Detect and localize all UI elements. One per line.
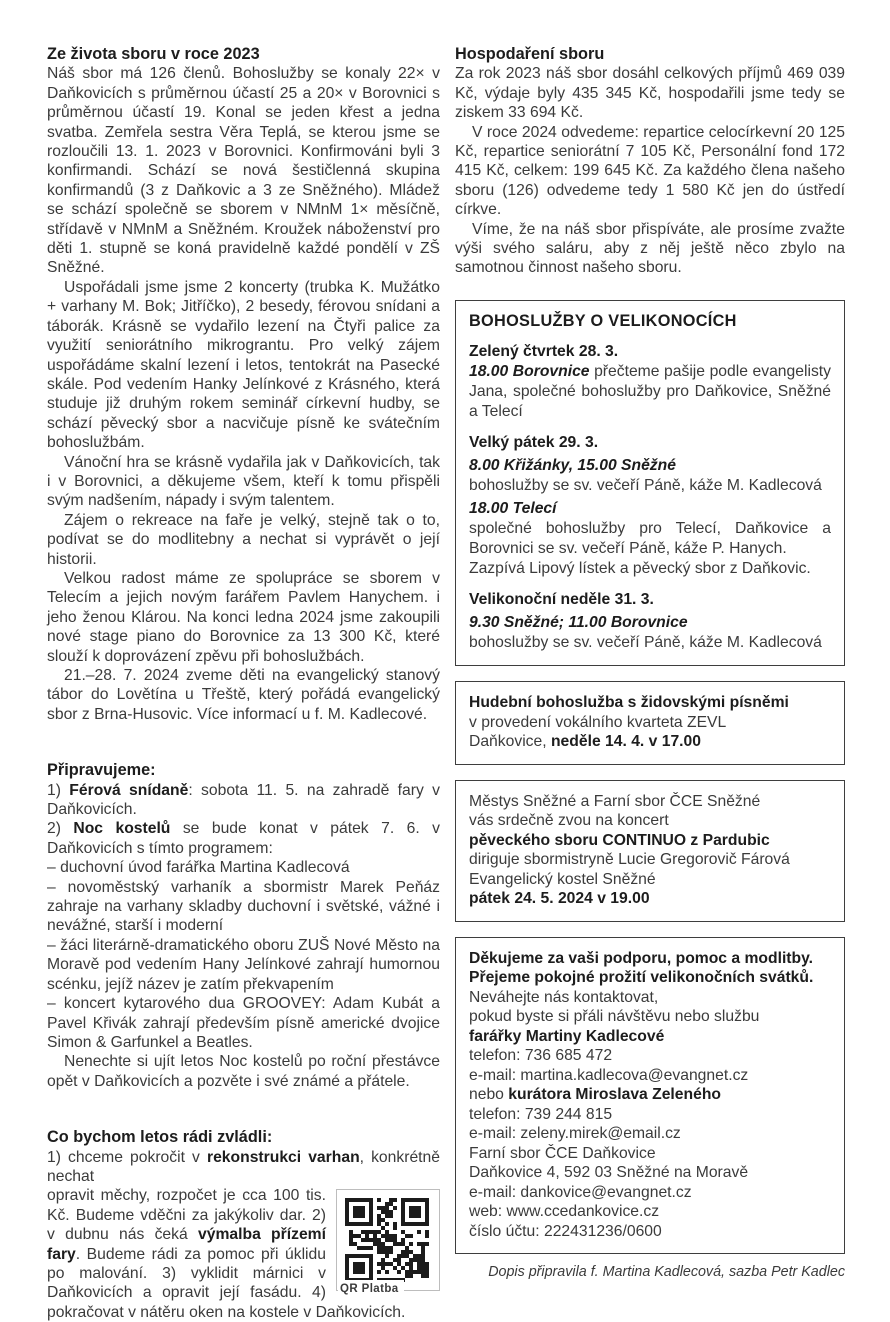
easter-time-line: 9.30 Sněžné; 11.00 Borovnice <box>469 614 688 632</box>
qr-label: QR Platba <box>338 1280 404 1299</box>
easter-time-line: 8.00 Křižánky, 15.00 Sněžné <box>469 457 676 475</box>
right-column <box>455 45 845 1322</box>
concert-line: Evangelický kostel Sněžné <box>469 870 656 888</box>
easter-entry: společné bohoslužby pro Telecí, Daňkovice a Borovnici se sv. večeří Páně, káže P. Hanych. <box>469 520 831 558</box>
upcoming-item: 2) Noc kostelů se bude konat v pátek 7. 6. v Daňkovicích s tímto programem: <box>47 820 440 857</box>
easter-entry: Zazpívá Lipový lístek a pěvecký sbor z Daňkovic. <box>469 560 811 578</box>
contact-line: Neváhejte nás kontaktovat, <box>469 988 659 1006</box>
contact-thanks: Děkujeme za vaši podporu, pomoc a modlitby. <box>469 949 814 967</box>
goals-rest: opravit měchy, rozpočet je cca 100 tis. Kč. Budeme vděčni za jakýkoliv dar. 2) v dubnu nás čeká výmalba přízemí fary. Budeme rádi za pomoc při úklidu po malování. 3) vyklidit márnici v Daňkovicích a opravit její fasádu. 4) pokračovat v nátěru oken na kostele v Daňkovicích. <box>47 1187 406 1321</box>
contact-phone: telefon: 739 244 815 <box>469 1105 613 1123</box>
contact-email: e-mail: zeleny.mirek@email.cz <box>469 1125 681 1143</box>
upcoming-closing: Nenechte si ujít letos Noc kostelů po roční přestávce opět v Daňkovicích a pozvěte i své známé a přátele. <box>47 1053 440 1090</box>
life-paragraph: Zájem o rekreace na faře je velký, stejně tak o to, podívat se do modlitebny a nechat si vyprávět o její historii. <box>47 511 440 568</box>
program-item: – koncert kytarového dua GROOVEY: Adam Kubát a Pavel Křivák zahrají především písně americké dvojice Simon & Garfunkel a Beatles. <box>47 995 440 1051</box>
music-box-title: Hudební bohoslužba s židovskými písněmi <box>469 694 789 712</box>
finance-paragraph: Za rok 2023 náš sbor dosáhl celkových příjmů 469 039 Kč, výdaje byly 435 345 Kč, hospodařili jsme tedy se ziskem 33 694 Kč. <box>455 65 845 122</box>
contact-email: e-mail: dankovice@evangnet.cz <box>469 1183 692 1201</box>
music-service-box <box>455 681 845 765</box>
life-paragraph: Uspořádali jsme jsme 2 koncerty (trubka K. Mužátko + varhany M. Bok; Jitříčko), 2 besedy, férovou snídani a táborák. Krásně se vydařilo lezení na Čtyři palice za využití seniorátního mikrograntu. Pro velký zájem uspořádáme skalní lezení i letos, tentokrát na Pasecké skále. Pod vedením Hanky Jelínkové z Krásného, která studuje již druhým rokem seminář církevní hudby, se schází pěvecký sbor a nacvičuje písně ke svátečním bohoslužbám. <box>47 278 440 452</box>
qr-payment-block <box>336 1189 440 1295</box>
easter-day-heading: Zelený čtvrtek 28. 3. <box>469 343 619 361</box>
life-section-heading: Ze života sboru v roce 2023 <box>47 45 260 63</box>
concert-choir-name: pěveckého sboru CONTINUO z Pardubic <box>469 831 770 849</box>
two-column-layout <box>47 45 845 1322</box>
life-paragraph: Náš sbor má 126 členů. Bohoslužby se konaly 22× v Daňkovicích s průměrnou účastí 25 a 20× v Borovnici s průměrnou účastí 19. Konal se jeden křest a jedna svatba. Zemřela sestra Věra Teplá, se kterou jsme se rozloučili 13. 1. 2023 v Borovnici. Konfirmováni byli 3 konfirmandi. Schází se nová šestičlenná skupina konfirmandů (3 z Daňkovic a 3 ze Sněžného). Mládež se schází společně se sborem v NMnM 1× měsíčně, střídavě v NMnM a Sněžném. Kroužek náboženství pro děti 1. stupně se koná pravidelně každé pondělí v ZŠ Sněžné. <box>47 65 440 277</box>
program-item: – novoměstský varhaník a sbormistr Marek Peňáz zahraje na varhany skladby duchovní i světské, vážné i nevážné, starší i moderní <box>47 878 440 935</box>
life-paragraph: Vánoční hra se krásně vydařila jak v Daňkovicích, tak i v Borovnici, a děkujeme všem, kteří k tomu přispěli svým nadšením, nápady i svým talentem. <box>47 453 440 510</box>
contact-web: web: www.ccedankovice.cz <box>469 1203 660 1221</box>
concert-line: diriguje sbormistryně Lucie Gregorovič Fárová <box>469 851 790 869</box>
concert-line: Městys Sněžné a Farní sbor ČCE Sněžné <box>469 792 761 810</box>
concert-box <box>455 780 845 922</box>
easter-services-box <box>455 300 845 666</box>
qr-code <box>336 1189 440 1291</box>
program-item: – žáci literárně-dramatického oboru ZUŠ Nové Město na Moravě pod vedením Hany Jelínkové zahrají humornou scénku, jejíž název je zatím překvapením <box>47 936 440 993</box>
concert-line: vás srdečně zvou na koncert <box>469 812 669 830</box>
goals-body <box>47 1186 440 1322</box>
easter-box-title: BOHOSLUŽBY O VELIKONOCÍCH <box>469 311 737 330</box>
finance-paragraph: Víme, že na náš sbor přispíváte, ale prosíme zvažte výši svého saláru, aby z něj ještě něco zbylo na samotnou činnost našeho sboru. <box>455 220 845 277</box>
life-paragraph: 21.–28. 7. 2024 zveme děti na evangelický stanový tábor do Lovětína u Třeště, který pořádá evangelický sbor z Brna-Husovic. Více informací u f. M. Kadlecové. <box>47 667 440 723</box>
life-paragraph: Velkou radost máme ze spolupráce se sborem v Telecím a jejich novým farářem Pavlem Hanychem. i jeho ženou Klárou. Na konci ledna 2024 jsme zakoupili nové stage piano do Borovnice za 13 300 Kč, které slouží k doprovázení zpěvu při bohoslužbách. <box>47 569 440 665</box>
music-box-line: Daňkovice, neděle 14. 4. v 17.00 <box>469 733 701 751</box>
easter-day-heading: Velký pátek 29. 3. <box>469 434 599 452</box>
finance-section-heading: Hospodaření sboru <box>455 45 605 63</box>
goals-section-heading: Co bychom letos rádi zvládli: <box>47 1128 273 1147</box>
contact-line: pokud byste si přáli návštěvu nebo službu <box>469 1008 760 1026</box>
easter-entry: 18.00 Borovnice přečteme pašije podle evangelisty Jana, společné bohoslužby pro Daňkovice, Sněžné a Telecí <box>469 363 831 421</box>
easter-entry: bohoslužby se sv. večeří Páně, káže M. Kadlecová <box>469 477 822 495</box>
contact-account-number: číslo účtu: 222431236/0600 <box>469 1222 662 1240</box>
concert-date: pátek 24. 5. 2024 v 19.00 <box>469 890 650 908</box>
contact-address: Daňkovice 4, 592 03 Sněžné na Moravě <box>469 1164 749 1182</box>
goals-intro: 1) chceme pokročit v rekonstrukci varhan, konkrétně nechat <box>47 1148 440 1185</box>
upcoming-section-heading: Připravujeme: <box>47 761 156 780</box>
contact-box <box>455 937 845 1255</box>
easter-time-line: 18.00 Telecí <box>469 500 557 518</box>
contact-curator-name: nebo kurátora Miroslava Zeleného <box>469 1086 721 1104</box>
qr-code-image <box>345 1198 429 1282</box>
easter-day-heading: Velikonoční neděle 31. 3. <box>469 591 654 609</box>
finance-paragraph: V roce 2024 odvedeme: repartice celocírkevní 20 125 Kč, repartice seniorátní 7 105 Kč, Personální fond 172 415 Kč, celkem: 199 645 Kč. Za každého člena našeho sboru (126) odvedeme tedy 1 580 Kč jen do ústředí církve. <box>455 123 845 219</box>
contact-parish: Farní sbor ČCE Daňkovice <box>469 1144 656 1162</box>
credit-line: Dopis připravila f. Martina Kadlecová, sazba Petr Kadlec <box>488 1264 845 1281</box>
upcoming-item: 1) Férová snídaně: sobota 11. 5. na zahradě fary v Daňkovicích. <box>47 781 440 819</box>
music-box-line: v provedení vokálního kvarteta ZEVL <box>469 713 727 731</box>
contact-phone: telefon: 736 685 472 <box>469 1047 613 1065</box>
easter-entry: bohoslužby se sv. večeří Páně, káže M. Kadlecová <box>469 634 822 652</box>
contact-email: e-mail: martina.kadlecova@evangnet.cz <box>469 1066 749 1084</box>
left-column <box>47 45 440 1322</box>
contact-wish: Přejeme pokojné prožití velikonočních svátků. <box>469 969 814 987</box>
contact-pastor-name: farářky Martiny Kadlecové <box>469 1027 665 1045</box>
program-item: – duchovní úvod farářka Martina Kadlecová <box>47 859 350 877</box>
